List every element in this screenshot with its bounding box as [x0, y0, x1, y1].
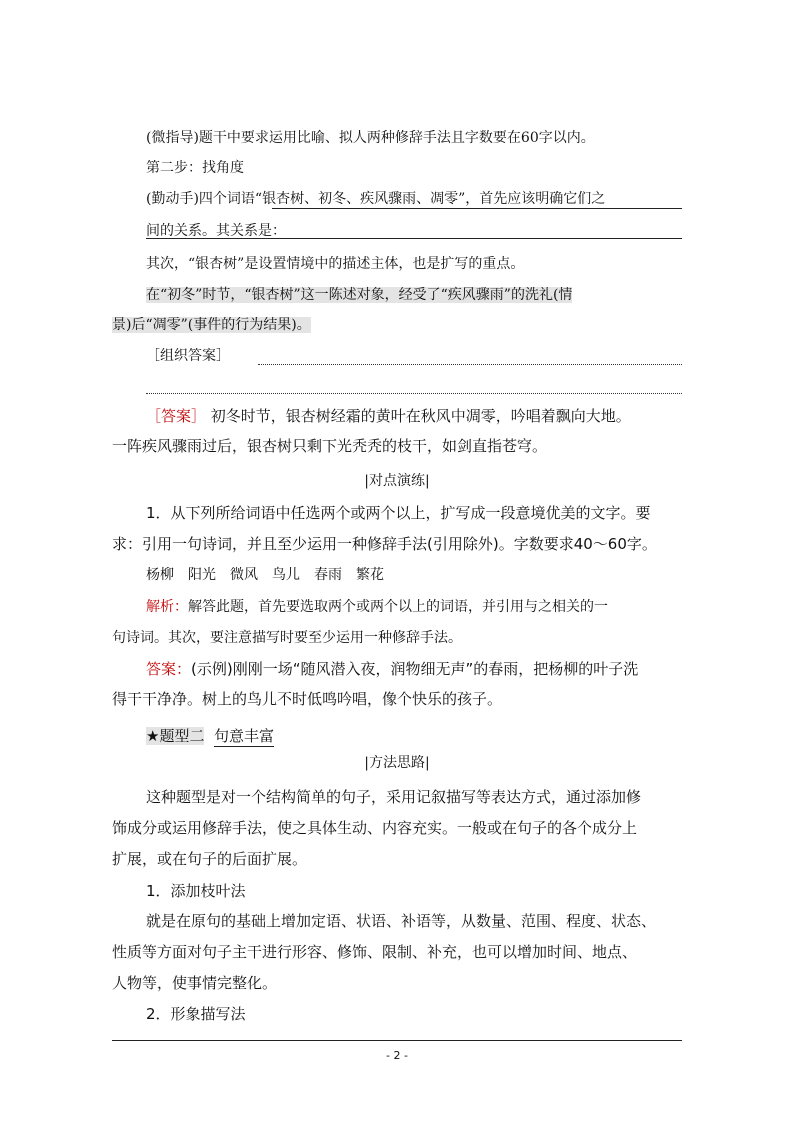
exercise-1-line-1: 1．从下列所给词语中任选两个或两个以上，扩写成一段意境优美的文字。要 — [146, 504, 651, 522]
method-text-line-1: 这种题型是对一个结构简单的句子，采用记叙描写等表达方式，通过添加修 — [146, 788, 642, 806]
second-point-text: 其次，“银杏树”是设置情境中的描述主体，也是扩写的重点。 — [146, 256, 525, 272]
question-type-tag: ★题型二 — [146, 727, 205, 745]
example-answer-line-2: 得干干净净。树上的鸟儿不时低鸣吟唱，像个快乐的孩子。 — [112, 690, 503, 708]
answer-label: 答案： — [146, 660, 192, 678]
hands-on-text: (勤动手)四个词语“银杏树、初冬、疾风骤雨、凋零”，首先应该明确它们之 — [146, 191, 606, 207]
dotted-blank-line-2 — [146, 393, 682, 394]
practice-heading: |对点演练| — [364, 473, 430, 489]
analysis-text: 解答此题，首先要选取两个或两个以上的词语，并引用与之相关的一 — [188, 599, 608, 615]
answer-blank-line-2 — [146, 238, 682, 239]
answer-tag: ［答案］ — [146, 407, 207, 425]
example-answer-line-1 — [146, 659, 686, 679]
step-two-heading: 第二步：找角度 — [146, 160, 244, 176]
highlight: 在“初冬”时节，“银杏树”这一陈述对象，经受了“疾风骤雨”的洗礼(情 — [146, 287, 573, 303]
method-heading: |方法思路| — [364, 755, 430, 771]
method-1-heading: 1．添加枝叶法 — [146, 882, 246, 900]
answer-text: 初冬时节，银杏树经霜的黄叶在秋风中凋零，吟唱着飘向大地。 — [210, 407, 631, 425]
answer-paragraph-line-2: 一阵疾风骤雨过后，银杏树只剩下光秃秃的枝干，如剑直指苍穹。 — [112, 437, 548, 455]
page-number: - 2 - — [386, 1049, 408, 1062]
highlighted-text-2 — [112, 315, 652, 335]
answer-paragraph-line-1 — [146, 406, 686, 426]
highlighted-text-1 — [146, 285, 686, 305]
dotted-blank-line-1 — [258, 364, 682, 365]
method-text-line-2: 饰成分或运用修辞手法，使之具体生动、内容充实。一般或在句子的各个成分上 — [112, 819, 638, 837]
analysis-line-2: 句诗词。其次，要注意描写时要至少运用一种修辞手法。 — [112, 630, 462, 646]
exercise-1-line-2: 求：引用一句诗词，并且至少运用一种修辞手法(引用除外)。字数要求40～60字。 — [112, 535, 657, 553]
method-text-line-3: 扩展，或在句子的后面扩展。 — [112, 850, 308, 868]
question-type-heading — [146, 726, 686, 746]
analysis-line-1 — [146, 597, 686, 617]
method-1-line-3: 人物等，使事情完整化。 — [112, 974, 278, 992]
word-list: 杨柳 阳光 微风 鸟儿 春雨 繁花 — [146, 567, 384, 583]
method-1-line-1: 就是在原句的基础上增加定语、状语、补语等，从数量、范围、程度、状态、 — [146, 912, 657, 930]
answer-blank-line-1 — [272, 208, 682, 209]
footer-rule — [112, 1040, 682, 1041]
relation-prompt: 间的关系。其关系是： — [146, 223, 286, 239]
method-2-heading: 2．形象描写法 — [146, 1005, 246, 1023]
example-answer-text: (示例)刚刚一场“随风潜入夜，润物细无声”的春雨，把杨柳的叶子洗 — [191, 660, 639, 678]
question-type-title: 句意丰富 — [214, 727, 275, 745]
method-1-line-2: 性质等方面对句子主干进行形容、修饰、限制、补充，也可以增加时间、地点、 — [112, 943, 638, 961]
organize-answer-label: ［组织答案］ — [146, 348, 230, 364]
guide-text: (微指导)题干中要求运用比喻、拟人两种修辞手法且字数要在60字以内。 — [146, 130, 595, 146]
analysis-tag: 解析： — [146, 599, 188, 615]
highlight: 景)后“凋零”(事件的行为结果)。 — [112, 317, 311, 333]
